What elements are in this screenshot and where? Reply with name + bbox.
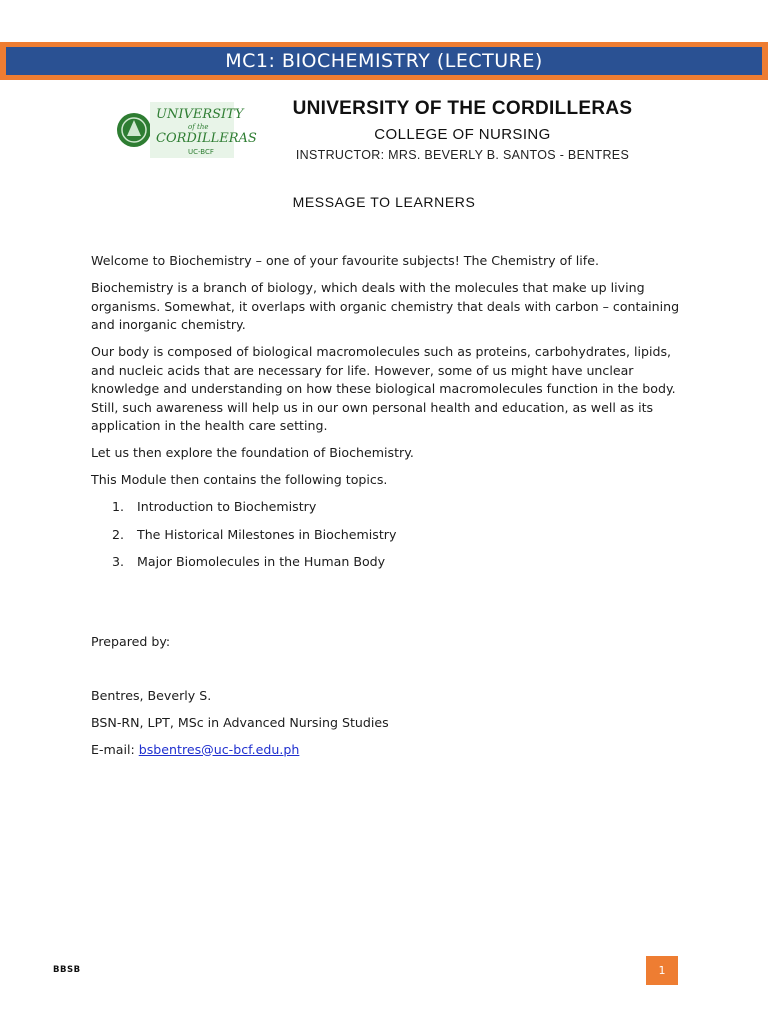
paragraph: Biochemistry is a branch of biology, which deals with the molecules that make up living organisms. Somewhat, it overlaps with organic chemistry that deals with carbon – containing and inorganic chemistry. <box>91 280 680 332</box>
list-number: 3. <box>112 554 125 569</box>
college-name: COLLEGE OF NURSING <box>374 126 551 143</box>
author-credentials: BSN-RN, LPT, MSc in Advanced Nursing Studies <box>91 714 389 730</box>
list-item <box>91 498 683 526</box>
author-name: Bentres, Beverly S. <box>91 687 212 703</box>
svg-text:UNIVERSITY: UNIVERSITY <box>156 107 244 122</box>
list-item-label: Introduction to Biochemistry <box>137 499 317 514</box>
svg-text:of the: of the <box>188 123 209 131</box>
list-item-label: The Historical Milestones in Biochemistry <box>137 526 397 542</box>
page-number-badge <box>646 956 678 985</box>
title-banner-inner <box>6 47 762 75</box>
section-heading: MESSAGE TO LEARNERS <box>292 194 476 210</box>
prepared-by-label: Prepared by: <box>91 633 171 649</box>
title-banner <box>0 42 768 80</box>
list-number: 1. <box>112 499 125 514</box>
paragraph: This Module then contains the following topics. <box>91 472 388 487</box>
email-link[interactable]: bsbentres@uc-bcf.edu.ph <box>138 741 300 757</box>
svg-text:UC-BCF: UC-BCF <box>188 148 214 156</box>
svg-text:CORDILLERAS: CORDILLERAS <box>156 131 257 146</box>
list-item-label: Major Biomolecules in the Human Body <box>137 554 386 569</box>
page-number: 1 <box>658 964 666 977</box>
topic-list <box>91 498 683 581</box>
paragraph: Our body is composed of biological macromolecules such as proteins, carbohydrates, lipids, and nucleic acids that are necessary for life. However, some of us might have unclear knowledge and understanding on how these biological macromolecules function in the body. Still, such awareness will help us in our own personal health and education, as well as its application in the health care setting. <box>91 344 676 433</box>
list-number: 2. <box>112 526 125 542</box>
document-title: MC1: BIOCHEMISTRY (LECTURE) <box>225 50 543 72</box>
footer-initials: BBSB <box>53 965 81 975</box>
paragraph: Let us then explore the foundation of Biochemistry. <box>91 445 414 460</box>
list-item <box>91 553 683 581</box>
email-line <box>91 741 683 760</box>
university-name: UNIVERSITY OF THE CORDILLERAS <box>292 98 633 119</box>
university-logo <box>114 98 257 162</box>
instructor-line: INSTRUCTOR: MRS. BEVERLY B. SANTOS - BENTRES <box>295 148 630 162</box>
paragraph: Welcome to Biochemistry – one of your favourite subjects! The Chemistry of life. <box>91 253 599 268</box>
message-body <box>91 252 683 768</box>
email-label: E-mail: <box>91 741 139 757</box>
list-item <box>91 526 683 554</box>
